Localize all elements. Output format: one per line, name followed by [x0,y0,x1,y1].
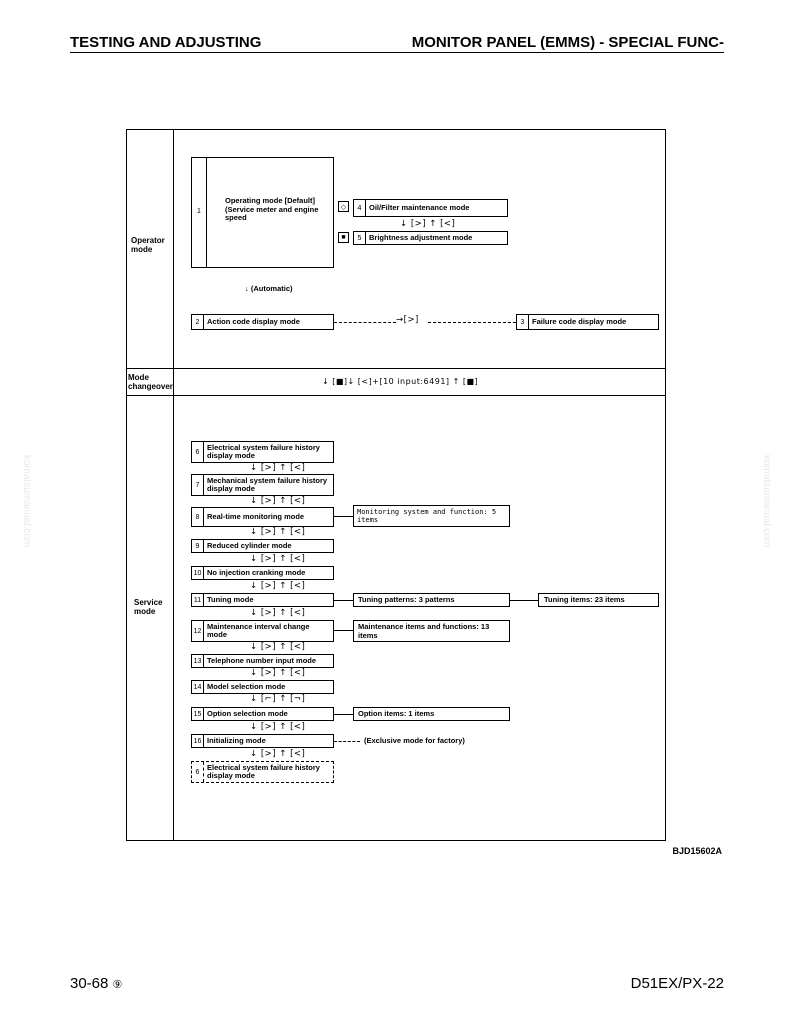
row-label-service: Service mode [134,598,163,616]
connector [334,600,353,601]
nav-arrows: ↓ [>] ↑ [<] [250,463,306,473]
changeover-keys: ↓ [■]↓ [<]+[10 input:6491] ↑ [■] [322,377,479,386]
connector-dashed [334,322,396,323]
mode-number: 15 [192,708,204,720]
nav-arrows-alt: ↓ [⌐] ↑ [¬] [250,694,306,704]
mode-label: Brightness adjustment mode [369,232,473,242]
mode-number: 8 [192,508,204,526]
mode-number: 10 [192,567,204,579]
nav-arrows: ↓ [>] ↑ [<] [250,608,306,618]
nav-arrows: ↓ [>] ↑ [<] [250,668,306,678]
mode-box-11 [191,593,334,607]
mode-label: Maintenance interval change mode [207,621,310,639]
mode-box-1-divider [206,158,207,267]
mode-box-10 [191,566,334,580]
mode-box-7 [191,474,334,496]
mode-box-6-return [191,761,334,783]
mode-label: Option selection mode [207,708,288,718]
footer-model: D51EX/PX-22 [630,975,724,992]
mode-box-12 [191,620,334,642]
connector-dashed [334,741,360,742]
mode-box-8 [191,507,334,527]
mode-number: 6 [192,442,204,462]
mode-number: 6 [192,762,204,782]
row-label-operator: Operator mode [131,236,165,254]
mode-box-1 [191,157,334,268]
row-divider-1 [126,368,666,369]
header-left: TESTING AND ADJUSTING [70,34,262,51]
mode-label: Action code display mode [207,316,300,326]
mode-number: 12 [192,621,204,641]
arrow-both-icon: ◇ [338,201,349,212]
connector [334,630,353,631]
mode-number: 16 [192,735,204,747]
mode-number: 11 [192,594,204,606]
revision-mark: ⑨ [112,979,123,991]
exclusive-note: (Exclusive mode for factory) [364,736,465,745]
option-items-box: Option items: 1 items [353,707,510,721]
nav-arrows: ↓ [>] ↑ [<] [250,496,306,506]
figure-code: BJD15602A [672,846,722,856]
mode-number: 2 [192,315,204,329]
mode-number: 1 [197,208,201,215]
mode-label: Initializing mode [207,735,266,745]
mode-label: Model selection mode [207,681,286,691]
mode-box-2 [191,314,334,330]
page-number: 30-68 [70,975,109,992]
mode-label: No injection cranking mode [207,567,306,577]
monitoring-items-box: Monitoring system and function: 5 items [353,505,510,527]
mode-number: 3 [517,315,529,329]
mode-label: Failure code display mode [532,316,627,326]
mode-box-3 [516,314,659,330]
mode-number: 5 [354,232,366,244]
mode-label: Operating mode [Default] (Service meter and engine speed [225,196,319,222]
header-right: MONITOR PANEL (EMMS) - SPECIAL FUNC- [411,34,724,51]
mode-number: 7 [192,475,204,495]
mode-box-14 [191,680,334,694]
mode-label: Real-time monitoring mode [207,511,305,521]
footer-page [70,975,122,992]
connector [334,714,353,715]
mode-box-9 [191,539,334,553]
mode-label: Oil/Filter maintenance mode [369,202,470,212]
nav-arrow-next: →[>] [396,315,419,325]
tuning-patterns-box: Tuning patterns: 3 patterns [353,593,510,607]
nav-arrows: ↓ [>] ↑ [<] [250,581,306,591]
connector [510,600,538,601]
mode-label: Telephone number input mode [207,655,317,665]
mode-label: Mechanical system failure history display mode [207,475,328,493]
mode-box-13 [191,654,334,668]
enter-icon: ■ [338,232,349,243]
header-rule [70,52,724,53]
row-label-changeover: Mode changeover [128,373,173,391]
row-divider-2 [126,395,666,396]
mode-label: Electrical system failure history display mode [207,442,320,460]
mode-number: 14 [192,681,204,693]
mode-label: Reduced cylinder mode [207,540,292,550]
automatic-label: ↓ (Automatic) [245,284,293,293]
column-divider [173,129,174,841]
maintenance-items-box: Maintenance items and functions: 13 items [353,620,510,642]
mode-box-15 [191,707,334,721]
mode-box-16 [191,734,334,748]
connector [334,516,353,517]
mode-box-6 [191,441,334,463]
watermark-left: komatsumanual.com [21,455,32,548]
mode-box-4 [353,199,508,217]
mode-number: 13 [192,655,204,667]
nav-arrows: ↓ [>] ↑ [<] [250,554,306,564]
mode-label: Electrical system failure history display mode [207,762,320,780]
mode-box-5 [353,231,508,245]
mode-number: 4 [354,200,366,216]
mode-number: 9 [192,540,204,552]
nav-arrows: ↓ [>] ↑ [<] [250,749,306,759]
mode-label: Tuning mode [207,594,254,604]
nav-arrows: ↓ [>] ↑ [<] [400,219,456,229]
nav-arrows: ↓ [>] ↑ [<] [250,722,306,732]
connector-dashed [428,322,516,323]
nav-arrows: ↓ [>] ↑ [<] [250,642,306,652]
watermark-right: komatsumanual.com [761,455,772,548]
tuning-items-box: Tuning items: 23 items [538,593,659,607]
nav-arrows: ↓ [>] ↑ [<] [250,527,306,537]
